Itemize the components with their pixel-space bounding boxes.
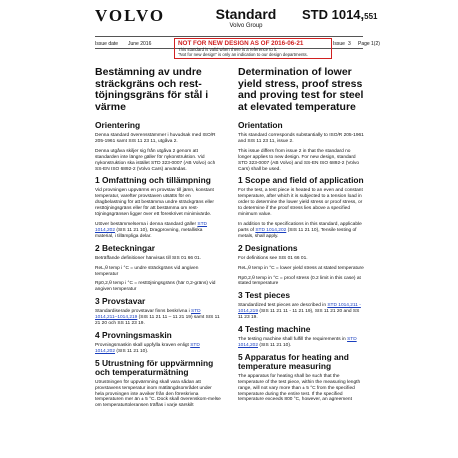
english-s2-heading: 2 Designations [238,242,298,253]
swedish-s4-p1-b: (SIS 11 21 10). [116,348,149,354]
standard-number-suffix: 551 [364,12,378,21]
english-s4-p1-b: (SIS 11 21 10). [259,342,292,348]
swedish-s1-p2 [95,222,221,240]
issue-date: June 2016 [128,41,152,47]
swedish-s1-p2-a: Utöver bestämmelserna i denna standard gäller [95,221,197,227]
swedish-orientering-p2: Denna utgåva skiljer sig från utgåva 2 genom att standarden inte längre gäller för nykonstruktion. Vid nykonstruktion ska istället STD 323-0007 (AB Volvo) och SS-EN ISO 6892-2 (Volvo Cars) användas. [95,148,216,172]
english-s2-p2: ReL,θ temp in °C = lower yield stress at stated temperature [238,265,364,271]
swedish-s5-p1: Utrustningen för uppvärmning skall vara sådan att provstavens temperatur inom mätlängdsområdet under hela provningen inte avviker från den föreskrivna temperaturen mer än ± 5 °C. Dock skall överenskom-melse om temperaturtoleransen träffas i varje särskilt [95,379,221,409]
english-s2-p3: Rp0,2,θ temp in °C = proof stress (0.2 limit in this case) at stated temperature [238,275,361,287]
swedish-s4-heading: 4 Provningsmaskin [95,329,172,340]
standard-label: Standard [215,6,277,22]
group-label: Volvo Group [229,23,263,29]
english-s1-heading: 1 Scope and field of application [238,175,364,186]
english-s2-p1: For definitions see SIS 01 66 01. [238,255,308,261]
english-orientation-p2: This issue differs from issue 2 in that the standard no longer applies to new design. For new design, standard STD 323-0007 (AB Volvo) and SS-EN ISO 6892-2 (Volvo Cars) shall be used. [238,148,360,172]
std-1014-202-link[interactable]: STD 1014,202 [238,337,357,348]
english-s1-p2-b: (SIS 11 21 10), Tensile testing of metals, shall apply. [238,227,357,239]
english-title: Determination of lower yield stress, proof stress and proving test for steel at elevated temperature [238,66,364,113]
english-s3-p1-a: Standardized test pieces are described in [238,303,326,309]
english-s4-p1-a: The testing machine shall fulfill the requirements in [238,337,346,343]
english-orientation-p1: This standard corresponds substantially to ISO/R 205-1961 and SIS 11 23 11, issue 2. [238,133,364,144]
english-s3-p1-b: (SIS 11 21 11 - 11 21 19), SIS 11 21 20 and SS 11 23 19. [238,309,360,321]
volvo-logo: VOLVO [95,6,166,25]
english-orientation-heading: Orientation [238,120,283,130]
swedish-s3-p1-a: Standardiserade provstavar finns beskrivna i [95,309,190,315]
issue-label: Issue [333,41,345,47]
english-s4-heading: 4 Testing machine [238,324,311,335]
swedish-s3-heading: 3 Provstavar [95,296,146,307]
std-1014-202-link[interactable]: STD 1014,202 [95,221,208,233]
std-1014-211-219-link[interactable]: STD 1014,211 - 1014,219 [238,303,361,315]
std-1014-211-219-link[interactable]: STD 1014,211–1014,219 [95,309,201,321]
header-rule-top [95,36,363,37]
page-label: Page [358,41,370,47]
swedish-s3-p1-b: (SIS 11 21 11 – 11 21 19) samt SIS 11 21 20 och SS 11 23 19. [95,315,220,327]
english-column [238,67,364,407]
swedish-s1-heading: 1 Omfattning och tillämpning [95,175,211,186]
swedish-title: Bestämning av undre sträckgräns och rest-töjningsgräns för stål i värme [95,66,209,113]
notice-line-1: This standard is valid when there is a reference to it. [178,47,278,52]
english-s5-heading: 5 Apparatus for heating and temperature measuring [238,351,349,371]
swedish-s2-heading: 2 Beteckningar [95,242,156,253]
english-s3-p1 [238,303,364,321]
swedish-s1-p2-b: (SIS 11 21 10), Dragprovning, metalliska material, i tillämpliga delar. [95,227,203,239]
not-for-new-design-notice [174,38,332,59]
swedish-s3-p1 [95,309,221,327]
issue-date-label: Issue date [95,41,119,47]
english-s1-p2 [238,222,364,240]
issue-number: 3 [348,41,351,47]
swedish-s2-p1: Beträffande definitioner hänvisas till SIS 01 66 01. [95,255,202,261]
swedish-column [95,67,221,413]
std-1014-202-link[interactable]: STD 1014,202 [255,227,287,233]
notice-line-2: "Not for new design" is only an indication to our design departments. [178,52,308,57]
swedish-orientering-heading: Orientering [95,120,141,130]
english-s3-heading: 3 Test pieces [238,290,290,301]
swedish-s4-p1-a: Provningsmaskin skall uppfylla kraven enligt [95,342,189,348]
swedish-s5-heading: 5 Utrustning för uppvärmning och temperaturmätning [95,357,214,377]
swedish-orientering-p1: Denna standard överensstämmer i huvudsak med ISO/R 205-1961 samt SIS 11 23 11, utgåva 2. [95,133,216,144]
standard-number [302,7,378,22]
swedish-s2-p2: ReL,θ temp i °C = undre sträckgräns vid angiven temperatur [95,265,199,277]
english-s1-p1: For the test, a test piece is heated to an even and constant temperature, after which it is subjected to a tension load in order to determine the lower yield stress or proof stress, or to determine if the proof stress lies above a specified minimum value. [238,188,363,218]
notice-title: NOT FOR NEW DESIGN AS OF 2016-06-21 [178,40,304,47]
english-s4-p1 [238,337,364,349]
swedish-s4-p1 [95,343,221,355]
english-s1-p2-a: In addition to the specifications in this standard, applicable parts of [238,221,362,233]
page-number: 1(2) [371,41,380,47]
standard-number-main: STD 1014, [302,7,365,22]
std-1014-202-link[interactable]: STD 1014,202 [95,342,200,354]
swedish-s1-p1: Vid provningen uppvärms en provstav till jämn, konstant temperatur, varefter provstaven utsätts för en dragbelastning för att bestämma undre sträckgräns eller resttöjningsgräns eller för att bestämma om rest-töjningsgränsen ligger över ett föreskrivet minimivärde. [95,188,214,218]
swedish-s2-p3: Rp0,2,θ temp i °C = resttöjningsgräns (här 0,2-gräns) vid angiven temperatur [95,281,216,293]
english-s5-p1: The apparatus for heating shall be such that the temperature of the test piece, within the measuring length range, will not vary more than ± 5 °C from the specified temperature during the entire test. If the specified temperature exceeds 800 °C, however, an agreement [238,373,361,403]
